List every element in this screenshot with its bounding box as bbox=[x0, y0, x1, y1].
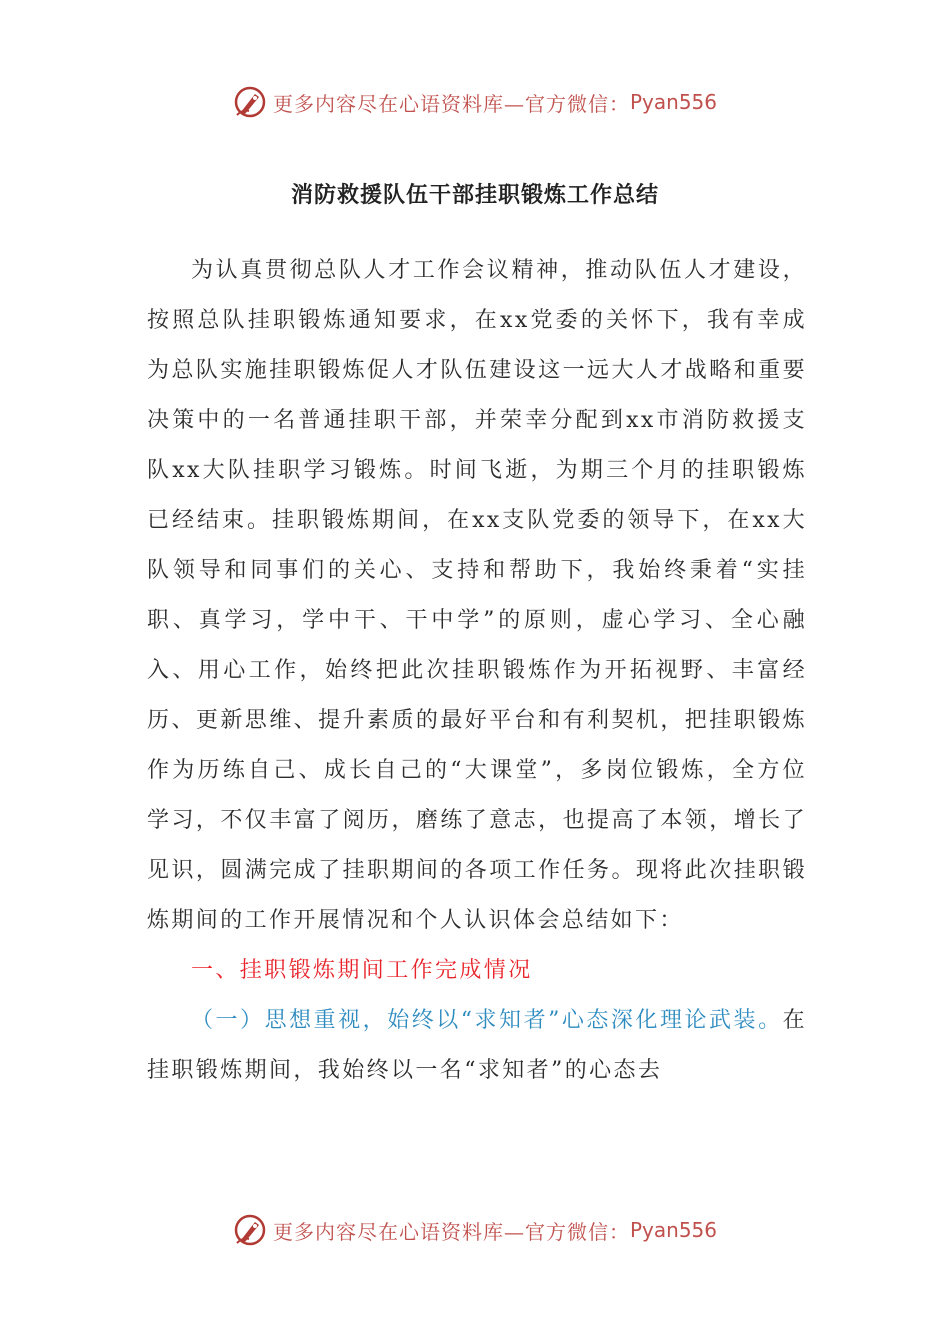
banner-text: 更多内容尽在心语资料库—官方微信： bbox=[272, 1219, 630, 1244]
pen-nib-logo-icon bbox=[233, 1213, 267, 1247]
subsection-heading: （一）思想重视，始终以“求知者”心态深化理论武装。 bbox=[191, 1008, 783, 1033]
document-title: 消防救援队伍干部挂职锻炼工作总结 bbox=[290, 183, 659, 208]
pen-nib-logo-icon bbox=[233, 85, 267, 119]
footer-banner bbox=[0, 1210, 950, 1250]
section-heading: 一、挂职锻炼期间工作完成情况 bbox=[191, 958, 533, 983]
subsection-text: 在挂职锻炼期间，我始终以一名“求知者”的心态去 bbox=[147, 1008, 807, 1083]
intro-paragraph: 为认真贯彻总队人才工作会议精神，推动队伍人才建设，按照总队挂职锻炼通知要求，在xx党委的关怀下，我有幸成为总队实施挂职锻炼促人才队伍建设这一远大人才战略和重要决策中的一名普通挂职干部，并荣幸分配到xx市消防救援支队xx大队挂职学习锻炼。时间飞逝，为期三个月的挂职锻炼已经结束。挂职锻炼期间，在xx支队党委的领导下，在xx大队领导和同事们的关心、支持和帮助下，我始终秉着“实挂职、真学习，学中干、干中学”的原则，虚心学习、全心融入、用心工作，始终把此次挂职锻炼作为开拓视野、丰富经历、更新思维、提升素质的最好平台和有利契机，把挂职锻炼作为历练自己、成长自己的“大课堂”，多岗位锻炼，全方位学习，不仅丰富了阅历，磨练了意志，也提高了本领，增长了见识，圆满完成了挂职期间的各项工作任务。现将此次挂职锻炼期间的工作开展情况和个人认识体会总结如下： bbox=[147, 258, 807, 933]
subsection-paragraph bbox=[147, 996, 807, 1096]
header-banner bbox=[0, 82, 950, 122]
banner-text: 更多内容尽在心语资料库—官方微信： bbox=[272, 91, 630, 116]
banner-wechat-id: Pyan556 bbox=[629, 90, 717, 114]
document-body bbox=[147, 246, 807, 1096]
banner-wechat-id: Pyan556 bbox=[629, 1218, 717, 1242]
